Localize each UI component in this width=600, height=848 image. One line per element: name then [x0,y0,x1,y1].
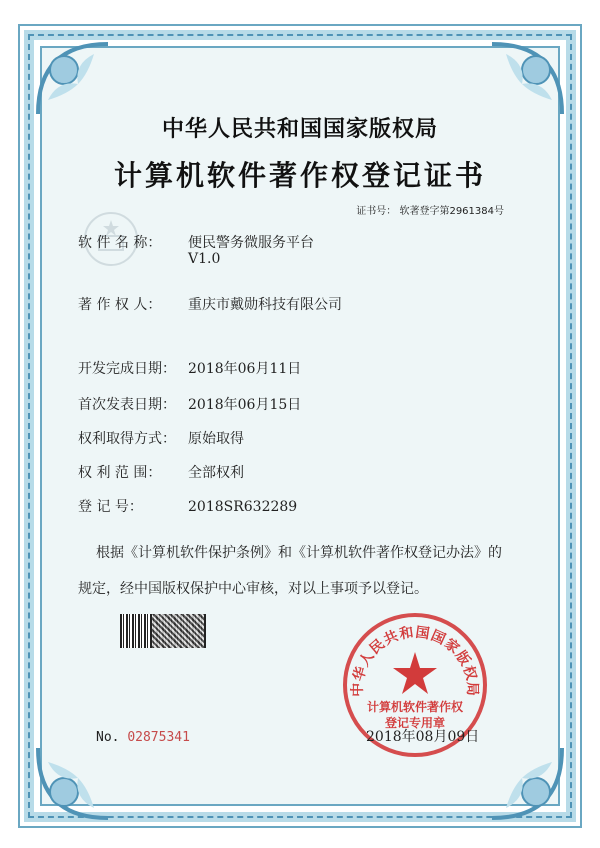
corner-ornament-bottom-right [488,744,566,822]
seal-line-2: 登记专用章 [384,716,445,730]
agency-name: 中华人民共和国国家版权局 [161,116,438,142]
field-label: 开发完成日期： [78,361,176,377]
qr-code [152,614,204,648]
seal-line-1: 计算机软件著作权 [366,700,463,714]
seal-ring-text: 中华人民共和国国家版权局 [349,624,481,697]
field-publication-date [78,394,301,414]
certificate-number: 证书号： 软著登字第2961384号 [356,206,504,217]
field-value: 全部权利 [188,465,244,481]
serial-prefix: No. [96,730,120,745]
field-registration-number [78,496,297,516]
field-rights-scope [78,462,244,482]
field-label: 首次发表日期： [78,397,176,413]
corner-ornament-top-right [488,40,566,118]
field-value: 原始取得 [188,431,244,447]
field-completion-date [78,358,301,378]
field-value: 2018年06月11日 [188,361,302,377]
certificate-title: 计算机软件著作权登记证书 [113,159,486,192]
field-acquisition-method [78,428,244,448]
software-version: V1.0 [188,251,221,267]
field-software-name [78,232,314,252]
body-text-line-1: 根据《计算机软件保护条例》和《计算机软件著作权登记办法》的 [96,545,502,561]
field-label: 著 作 权 人： [78,297,162,313]
issue-date: 2018年08月09日 [366,729,480,745]
field-value: 2018年06月15日 [188,397,302,413]
field-label: 软 件 名 称： [78,235,162,251]
field-label: 权 利 范 围： [78,465,162,481]
corner-ornament-top-left [34,40,112,118]
field-label: 权利取得方式： [78,431,176,447]
corner-ornament-bottom-left [34,744,112,822]
field-value: 2018SR632289 [188,499,298,515]
field-value: 便民警务微服务平台 [188,235,314,251]
field-copyright-owner [78,294,342,314]
serial-number [96,730,190,745]
field-label: 登 记 号： [78,499,143,515]
serial-value: 02875341 [127,730,190,745]
field-value: 重庆市戴勋科技有限公司 [188,297,342,313]
body-text-line-2: 规定，经中国版权保护中心审核，对以上事项予以登记。 [78,581,428,597]
